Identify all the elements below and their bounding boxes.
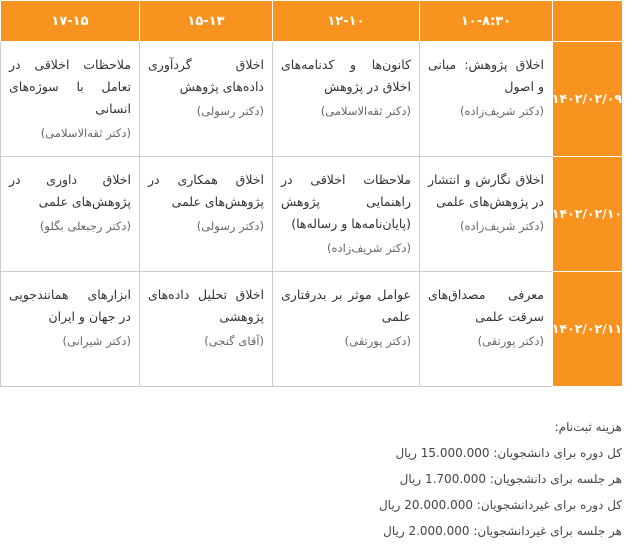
session-cell bbox=[140, 272, 273, 387]
header-slot-4: ۱۷-۱۵ bbox=[1, 1, 140, 42]
session-title: ملاحظات اخلاقی در راهنمایی پژوهش (پایان‌نامه‌ها و رساله‌ها) bbox=[281, 172, 411, 231]
table-row bbox=[1, 42, 623, 157]
session-teacher: (دکتر شریف‌زاده) bbox=[326, 241, 411, 255]
session-cell bbox=[1, 42, 140, 157]
header-row bbox=[1, 1, 623, 42]
session-cell bbox=[273, 157, 420, 272]
pricing-line: کل دوره برای غیردانشجویان: 20.000.000 ریال bbox=[378, 498, 622, 512]
session-title: ابزارهای همانندجویی در جهان و ایران bbox=[9, 287, 131, 324]
session-title: اخلاق تحلیل داده‌های پژوهشی bbox=[148, 287, 264, 324]
session-title: ملاحظات اخلاقی در تعامل با سوژه‌های انسانی bbox=[9, 57, 131, 116]
session-title: معرفی مصداق‌های سرقت علمی bbox=[428, 287, 544, 324]
session-title: اخلاق داوری در پژوهش‌های علمی bbox=[9, 172, 131, 209]
pricing-line: کل دوره برای دانشجویان: 15.000.000 ریال bbox=[395, 446, 622, 460]
session-cell bbox=[273, 42, 420, 157]
session-cell bbox=[420, 157, 553, 272]
session-cell bbox=[273, 272, 420, 387]
pricing-line: هر جلسه برای دانشجویان: 1.700.000 ریال bbox=[399, 472, 622, 486]
table-row bbox=[1, 157, 623, 272]
header-slot-2: ۱۲-۱۰ bbox=[273, 1, 420, 42]
session-title: اخلاق گردآوری داده‌های پژوهش bbox=[148, 57, 264, 94]
session-teacher: (دکتر شیرانی) bbox=[62, 334, 131, 348]
session-teacher: (دکتر شریف‌زاده) bbox=[459, 104, 544, 118]
session-teacher: (دکتر شریف‌زاده) bbox=[459, 219, 544, 233]
session-teacher: (دکتر رسولی) bbox=[196, 219, 264, 233]
session-title: اخلاق نگارش و انتشار در پژوهش‌های علمی bbox=[428, 172, 544, 209]
session-teacher: (دکتر رجبعلی بگلو) bbox=[39, 219, 131, 233]
session-teacher: (دکتر ثقه‌الاسلامی) bbox=[320, 104, 411, 118]
session-cell bbox=[1, 157, 140, 272]
session-cell bbox=[140, 157, 273, 272]
session-teacher: (دکتر پورتقی) bbox=[477, 334, 544, 348]
session-teacher: (آقای گنجی) bbox=[204, 334, 264, 348]
table-row bbox=[1, 272, 623, 387]
date-cell: ۱۴۰۲/۰۲/۰۹ bbox=[553, 42, 623, 157]
session-cell bbox=[140, 42, 273, 157]
session-teacher: (دکتر ثقه‌الاسلامی) bbox=[40, 126, 131, 140]
pricing-heading: هزینه ثبت‌نام: bbox=[554, 420, 622, 434]
session-cell bbox=[420, 42, 553, 157]
session-cell bbox=[420, 272, 553, 387]
session-teacher: (دکتر رسولی) bbox=[196, 104, 264, 118]
header-slot-3: ۱۵-۱۳ bbox=[140, 1, 273, 42]
session-title: عوامل موثر بر بدرفتاری علمی bbox=[281, 287, 411, 324]
header-slot-1: ۱۰-۸:۳۰ bbox=[420, 1, 553, 42]
date-cell: ۱۴۰۲/۰۲/۱۱ bbox=[553, 272, 623, 387]
session-title: اخلاق پژوهش: مبانی و اصول bbox=[428, 57, 544, 94]
session-cell bbox=[1, 272, 140, 387]
pricing-line: هر جلسه برای غیردانشجویان: 2.000.000 ریال bbox=[383, 524, 622, 538]
session-title: اخلاق همکاری در پژوهش‌های علمی bbox=[148, 172, 264, 209]
session-teacher: (دکتر پورتقی) bbox=[344, 334, 411, 348]
header-corner bbox=[553, 1, 623, 42]
session-title: کانون‌ها و کدنامه‌های اخلاق در پژوهش bbox=[281, 57, 411, 94]
date-cell: ۱۴۰۲/۰۲/۱۰ bbox=[553, 157, 623, 272]
